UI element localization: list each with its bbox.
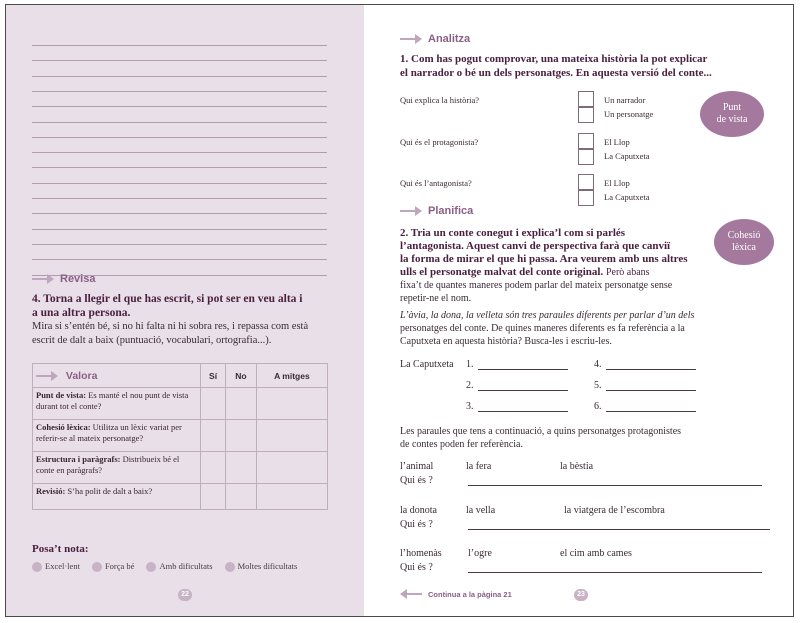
arrow-icon (400, 34, 422, 44)
word: el cim amb cames (560, 548, 632, 559)
answer-line[interactable] (606, 390, 696, 391)
checkbox[interactable] (578, 190, 594, 206)
continue-link[interactable]: Continua a la pàgina 21 (400, 589, 512, 599)
word: l’animal (400, 461, 434, 472)
planifica-body-1: fixa’t de quantes maneres podem parlar del mateix personatge sense repetir-ne el nom. (400, 280, 673, 304)
revisa-instruction: 4. Torna a llegir el que has escrit, si pot ser en veu alta i a una altra persona. (32, 293, 303, 319)
right-page (364, 5, 794, 616)
writing-line[interactable] (32, 106, 327, 107)
radio-dot-icon (92, 562, 102, 572)
checkbox[interactable] (578, 174, 594, 190)
words-intro: Les paraules que tens a continuació, a quins personatges protagonistes de contes poden fer referència. (400, 426, 682, 450)
answer-line[interactable] (606, 369, 696, 370)
book-spread (5, 4, 794, 617)
planifica-body-2: L’àvia, la dona, la velleta són tres paraules diferents per parlar d’un dels personatges del conte. De quines maneres diferents es fa referència a la Caputxeta en aquesta història? Busca-les i escriu-les. (400, 310, 695, 347)
ask-label: Qui és ? (400, 475, 433, 486)
checkbox-cell-si[interactable] (201, 420, 226, 452)
table-row (33, 388, 328, 420)
option-label: Un narrador (604, 95, 646, 105)
writing-line[interactable] (32, 137, 327, 138)
arrow-icon (36, 371, 58, 381)
checkbox-cell-si[interactable] (201, 388, 226, 420)
arrow-icon (32, 274, 54, 284)
checkbox-cell-no[interactable] (226, 388, 257, 420)
criterion-cell: Punt de vista: Es manté el nou punt de vista durant tot el conte? (33, 388, 201, 420)
answer-line[interactable] (478, 411, 568, 412)
checkbox-cell-no[interactable] (226, 484, 257, 510)
writing-line[interactable] (32, 198, 327, 199)
ask-label: Qui és ? (400, 562, 433, 573)
blank-number: 6. (594, 401, 602, 412)
nota-option[interactable]: Moltes dificultats (225, 561, 298, 572)
checkbox-cell-no[interactable] (226, 420, 257, 452)
answer-line[interactable] (468, 529, 770, 530)
writing-line[interactable] (32, 122, 327, 123)
blank-number: 5. (594, 380, 602, 391)
table-row (33, 452, 328, 484)
word: l’homenàs (400, 548, 442, 559)
checkbox-cell-mitges[interactable] (256, 484, 327, 510)
valora-heading: Valora (33, 364, 201, 388)
criterion-cell: Estructura i paràgrafs: Distribueix bé el conte en paràgrafs? (33, 452, 201, 484)
left-arrow-icon (400, 589, 422, 599)
blank-number: 1. (466, 359, 474, 370)
answer-line[interactable] (478, 390, 568, 391)
checkbox-cell-mitges[interactable] (256, 388, 327, 420)
revisa-heading: Revisa (32, 273, 95, 285)
item-question: Qui és l’antagonista? (400, 178, 472, 188)
word: la fera (466, 461, 492, 472)
cohesio-lexica-badge: Cohesió lèxica (714, 219, 774, 265)
blank-label: La Caputxeta (400, 359, 454, 370)
option-label: El Llop (604, 178, 630, 188)
revisa-body: Mira si s’entén bé, si no hi falta ni hi sobra res, i repassa com està escrit de dalt a baix (puntuació, vocabulari, ortografia...). (32, 321, 309, 346)
answer-line[interactable] (606, 411, 696, 412)
writing-line[interactable] (32, 229, 327, 230)
table-row (33, 484, 328, 510)
planifica-question: 2. Tria un conte conegut i explica’l com si parlés l’antagonista. Aquest canvi de perspectiva farà que canviï la forma de mirar el que hi passa. Ara veurem amb uns altres ulls el personatge malvat del conte original. Però abans (400, 227, 688, 278)
writing-line[interactable] (32, 152, 327, 153)
option-label: La Caputxeta (604, 151, 650, 161)
table-row (33, 420, 328, 452)
checkbox[interactable] (578, 149, 594, 165)
arrow-icon (400, 206, 422, 216)
option-label: La Caputxeta (604, 192, 650, 202)
item-question: Qui és el protagonista? (400, 137, 479, 147)
checkbox-cell-mitges[interactable] (256, 420, 327, 452)
writing-line[interactable] (32, 167, 327, 168)
writing-line[interactable] (32, 45, 327, 46)
writing-line[interactable] (32, 259, 327, 260)
checkbox[interactable] (578, 91, 594, 107)
column-header: No (226, 364, 257, 388)
answer-line[interactable] (478, 369, 568, 370)
nota-option[interactable]: Excel·lent (32, 561, 80, 572)
criterion-cell: Cohesió lèxica: Utilitza un lèxic variat per referir-se al mateix personatge? (33, 420, 201, 452)
nota-option[interactable]: Amb dificultats (146, 561, 212, 572)
radio-dot-icon (225, 562, 235, 572)
checkbox[interactable] (578, 107, 594, 123)
writing-line[interactable] (32, 183, 327, 184)
writing-line[interactable] (32, 91, 327, 92)
criterion-cell: Revisió: S’ha polit de dalt a baix? (33, 484, 201, 510)
writing-line[interactable] (32, 60, 327, 61)
option-label: El Llop (604, 137, 630, 147)
column-header: Sí (201, 364, 226, 388)
nota-option[interactable]: Força bé (92, 561, 135, 572)
word: la bèstia (560, 461, 594, 472)
analitza-question: 1. Com has pogut comprovar, una mateixa història la pot explicar el narrador o bé un dels personatges. En aquesta versió del conte... (400, 53, 712, 79)
option-label: Un personatge (604, 109, 654, 119)
radio-dot-icon (146, 562, 156, 572)
radio-dot-icon (32, 562, 42, 572)
checkbox[interactable] (578, 133, 594, 149)
blank-number: 2. (466, 380, 474, 391)
answer-line[interactable] (468, 485, 762, 486)
word: l’ogre (468, 548, 492, 559)
writing-line[interactable] (32, 244, 327, 245)
page-number: 23 (574, 589, 588, 601)
checkbox-cell-si[interactable] (201, 484, 226, 510)
answer-line[interactable] (468, 572, 762, 573)
nota-label: Posa’t nota: (32, 543, 89, 555)
word: la vella (466, 505, 496, 516)
left-page (6, 5, 364, 616)
checkbox-cell-si[interactable] (201, 452, 226, 484)
page-number: 22 (178, 589, 192, 601)
blank-number: 3. (466, 401, 474, 412)
word: la viatgera de l’escombra (564, 505, 665, 516)
checkbox-cell-mitges[interactable] (256, 452, 327, 484)
analitza-heading: Analitza (400, 33, 470, 45)
item-question: Qui explica la història? (400, 95, 480, 105)
planifica-heading: Planifica (400, 205, 473, 217)
column-header: A mitges (256, 364, 327, 388)
writing-line[interactable] (32, 213, 327, 214)
nota-options (32, 561, 297, 572)
blank-number: 4. (594, 359, 602, 370)
punt-de-vista-badge: Punt de vista (700, 91, 764, 137)
ask-label: Qui és ? (400, 519, 433, 530)
valora-table (32, 363, 328, 510)
writing-line[interactable] (32, 76, 327, 77)
checkbox-cell-no[interactable] (226, 452, 257, 484)
word: la donota (400, 505, 437, 516)
